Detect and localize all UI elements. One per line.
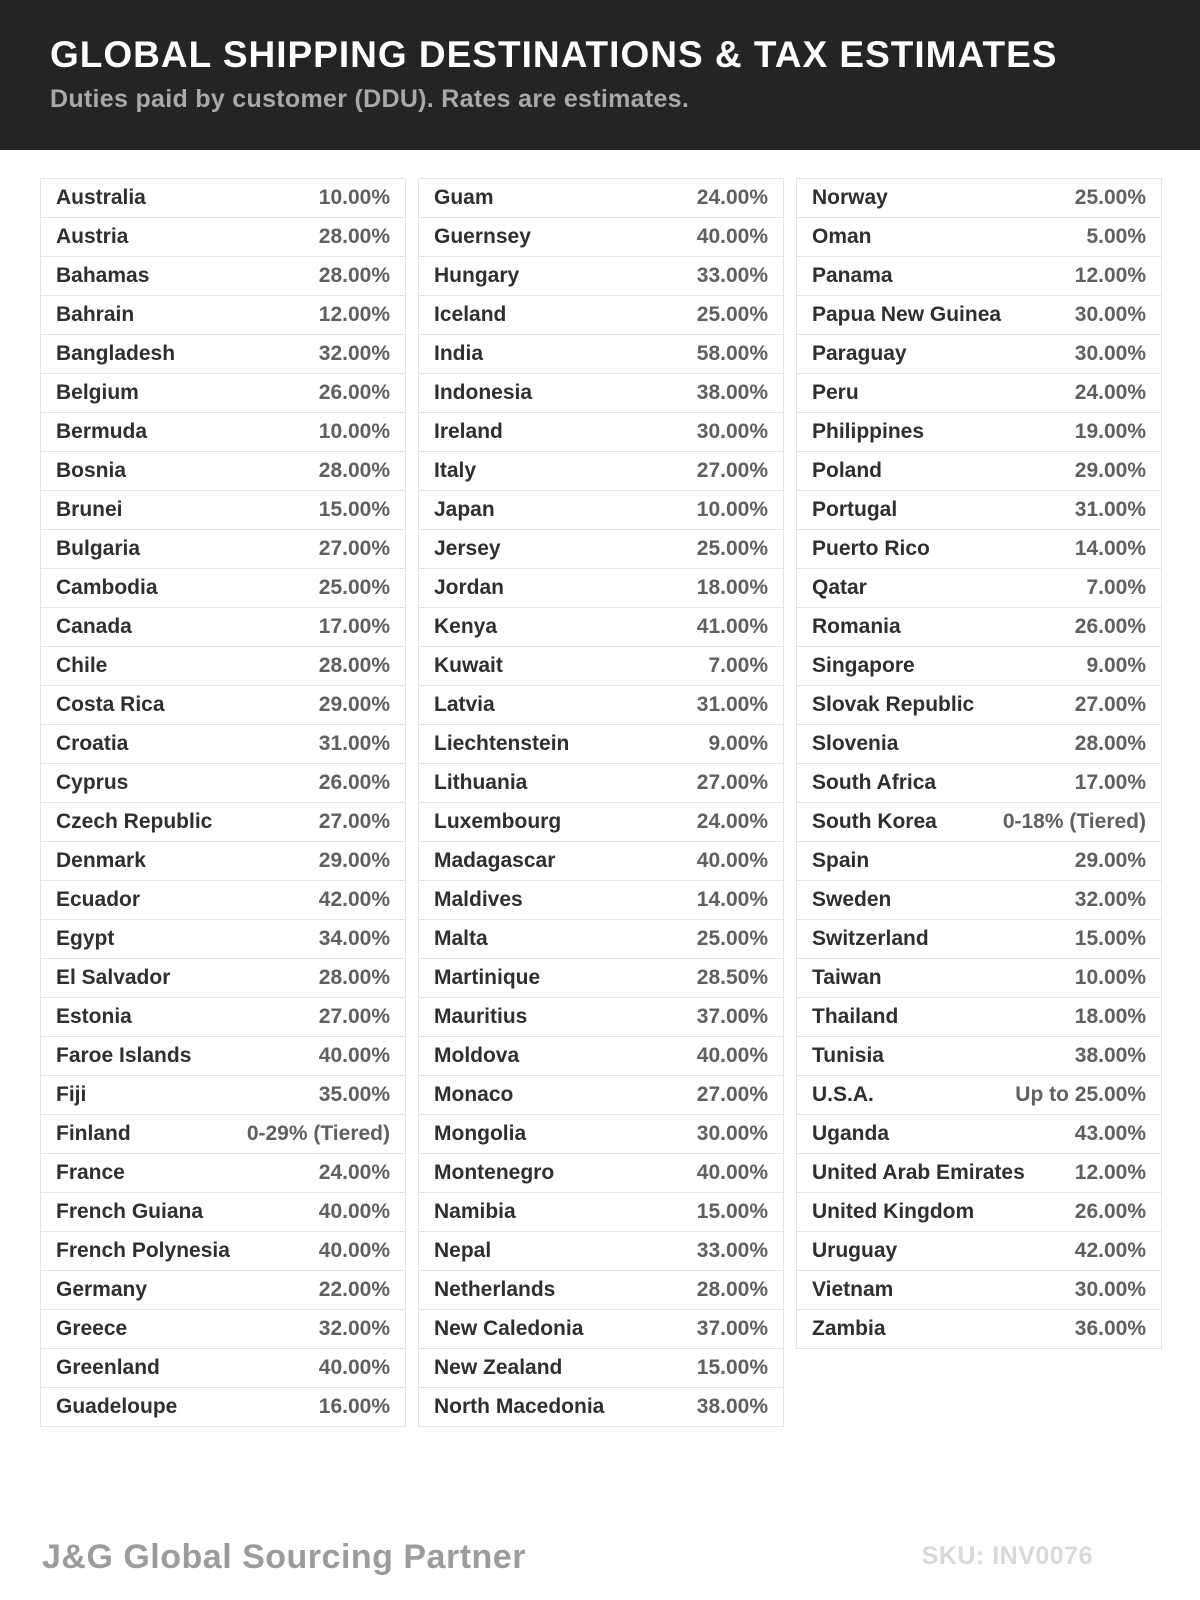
table-row (40, 1348, 406, 1388)
tax-rate: 15.00% (696, 1200, 768, 1223)
country-name: Namibia (434, 1200, 516, 1223)
country-name: South Africa (812, 771, 937, 794)
table-row (40, 295, 406, 335)
country-name: Iceland (434, 303, 507, 326)
country-name: Jordan (434, 576, 505, 599)
country-name: Philippines (812, 420, 925, 443)
tax-rate: 40.00% (318, 1239, 390, 1262)
table-row (40, 646, 406, 686)
country-name: Guadeloupe (56, 1395, 178, 1418)
country-name: Latvia (434, 693, 495, 716)
country-name: Belgium (56, 381, 139, 404)
table-row (796, 1270, 1162, 1310)
country-name: Estonia (56, 1005, 132, 1028)
tax-rate: 27.00% (318, 537, 390, 560)
country-name: Poland (812, 459, 883, 482)
tax-rate: 25.00% (696, 303, 768, 326)
table-row (796, 763, 1162, 803)
country-name: Cambodia (56, 576, 158, 599)
tax-rate: 33.00% (696, 264, 768, 287)
table-row (40, 997, 406, 1037)
table-row (418, 1387, 784, 1427)
tax-rate: 0-29% (Tiered) (246, 1122, 390, 1145)
tax-rate: 38.00% (1074, 1044, 1146, 1067)
table-row (796, 607, 1162, 647)
tax-rate: 40.00% (696, 1044, 768, 1067)
country-name: Lithuania (434, 771, 528, 794)
table-row (796, 1075, 1162, 1115)
table-row (796, 412, 1162, 452)
country-name: New Caledonia (434, 1317, 584, 1340)
country-name: Uruguay (812, 1239, 898, 1262)
table-row (418, 1348, 784, 1388)
table-row (418, 568, 784, 608)
country-name: Hungary (434, 264, 520, 287)
tax-rate: 28.50% (696, 966, 768, 989)
tax-rate: 42.00% (318, 888, 390, 911)
table-row (418, 256, 784, 296)
table-row (40, 529, 406, 569)
table-row (418, 919, 784, 959)
table-row (796, 958, 1162, 998)
country-name: Moldova (434, 1044, 520, 1067)
country-name: Nepal (434, 1239, 492, 1262)
country-name: Croatia (56, 732, 129, 755)
country-name: Oman (812, 225, 872, 248)
table-row (40, 685, 406, 725)
tax-rate: 17.00% (1074, 771, 1146, 794)
tax-rate: 40.00% (318, 1356, 390, 1379)
tax-rate: 37.00% (696, 1005, 768, 1028)
rates-column (418, 178, 784, 1427)
table-row (796, 1114, 1162, 1154)
table-row (418, 880, 784, 920)
page-subtitle: Duties paid by customer (DDU). Rates are estimates. (50, 85, 690, 113)
table-row (796, 295, 1162, 335)
tax-rate: 15.00% (318, 498, 390, 521)
country-name: Panama (812, 264, 893, 287)
tax-rate: 34.00% (318, 927, 390, 950)
table-row (418, 607, 784, 647)
tax-rate: 12.00% (1074, 1161, 1146, 1184)
table-row (796, 646, 1162, 686)
tax-rate: 30.00% (1074, 342, 1146, 365)
country-name: Slovenia (812, 732, 899, 755)
country-name: U.S.A. (812, 1083, 874, 1106)
table-row (40, 373, 406, 413)
country-name: Spain (812, 849, 870, 872)
tax-rate: 42.00% (1074, 1239, 1146, 1262)
country-name: South Korea (812, 810, 937, 833)
table-row (40, 1075, 406, 1115)
tax-rate: 25.00% (696, 927, 768, 950)
table-row (796, 256, 1162, 296)
tax-rate: 27.00% (696, 1083, 768, 1106)
country-name: Thailand (812, 1005, 899, 1028)
tax-rate: 24.00% (318, 1161, 390, 1184)
table-row (418, 841, 784, 881)
tax-rate: 7.00% (1086, 576, 1146, 599)
table-row (418, 1075, 784, 1115)
tax-rate: 37.00% (696, 1317, 768, 1340)
country-name: Papua New Guinea (812, 303, 1002, 326)
country-name: Malta (434, 927, 488, 950)
country-name: Greece (56, 1317, 128, 1340)
tax-rate: 36.00% (1074, 1317, 1146, 1340)
tax-rate: 26.00% (1074, 615, 1146, 638)
tax-rate: 5.00% (1086, 225, 1146, 248)
table-row (40, 412, 406, 452)
table-row (796, 490, 1162, 530)
country-name: France (56, 1161, 125, 1184)
country-name: Italy (434, 459, 477, 482)
country-name: Peru (812, 381, 859, 404)
country-name: India (434, 342, 484, 365)
tax-rate: 28.00% (318, 966, 390, 989)
rates-column (40, 178, 406, 1427)
table-row (40, 1153, 406, 1193)
tax-rate: 33.00% (696, 1239, 768, 1262)
country-name: Cyprus (56, 771, 129, 794)
tax-rate: 17.00% (318, 615, 390, 638)
tax-rate: 7.00% (708, 654, 768, 677)
table-row (796, 568, 1162, 608)
tax-rate: 26.00% (318, 771, 390, 794)
table-row (40, 880, 406, 920)
table-row (40, 568, 406, 608)
country-name: Jersey (434, 537, 501, 560)
table-row (40, 490, 406, 530)
tax-rate: 10.00% (1074, 966, 1146, 989)
table-row (796, 997, 1162, 1037)
tax-rate: 40.00% (696, 849, 768, 872)
table-row (40, 607, 406, 647)
country-name: Egypt (56, 927, 115, 950)
table-row (796, 685, 1162, 725)
table-row (40, 1309, 406, 1349)
country-name: Romania (812, 615, 901, 638)
tax-rate: 26.00% (318, 381, 390, 404)
country-name: Luxembourg (434, 810, 562, 833)
footer-brand: J&G Global Sourcing Partner (42, 1538, 526, 1576)
tax-rate-table (40, 178, 1162, 1427)
country-name: Martinique (434, 966, 541, 989)
table-row (40, 958, 406, 998)
country-name: Monaco (434, 1083, 514, 1106)
tax-rate: 31.00% (318, 732, 390, 755)
tax-rate: 0-18% (Tiered) (1002, 810, 1146, 833)
country-name: Brunei (56, 498, 123, 521)
table-row (418, 217, 784, 257)
table-row (418, 1309, 784, 1349)
country-name: Kuwait (434, 654, 503, 677)
country-name: Fiji (56, 1083, 87, 1106)
country-name: Sweden (812, 888, 892, 911)
tax-rate: 15.00% (1074, 927, 1146, 950)
table-row (40, 919, 406, 959)
country-name: Bahrain (56, 303, 135, 326)
tax-rate: 35.00% (318, 1083, 390, 1106)
country-name: Bermuda (56, 420, 148, 443)
country-name: North Macedonia (434, 1395, 605, 1418)
tax-rate: 24.00% (696, 810, 768, 833)
tax-rate: 28.00% (1074, 732, 1146, 755)
table-row (796, 1153, 1162, 1193)
country-name: Kenya (434, 615, 498, 638)
country-name: French Guiana (56, 1200, 204, 1223)
country-name: Maldives (434, 888, 523, 911)
table-row (418, 1036, 784, 1076)
country-name: United Arab Emirates (812, 1161, 1025, 1184)
country-name: Japan (434, 498, 495, 521)
tax-rate: 29.00% (318, 693, 390, 716)
table-row (40, 178, 406, 218)
country-name: Australia (56, 186, 146, 209)
tax-rate: 31.00% (1074, 498, 1146, 521)
country-name: Switzerland (812, 927, 929, 950)
table-row (796, 217, 1162, 257)
table-row (418, 763, 784, 803)
tax-rate: 30.00% (1074, 303, 1146, 326)
tax-rate: 28.00% (318, 459, 390, 482)
table-row (40, 724, 406, 764)
tax-rate: 41.00% (696, 615, 768, 638)
tax-rate: 40.00% (696, 1161, 768, 1184)
tax-rate: 12.00% (1074, 264, 1146, 287)
table-row (418, 178, 784, 218)
country-name: Ecuador (56, 888, 141, 911)
table-row (418, 958, 784, 998)
country-name: Chile (56, 654, 108, 677)
table-row (418, 802, 784, 842)
tax-rate: 29.00% (318, 849, 390, 872)
table-row (418, 997, 784, 1037)
tax-rate: 27.00% (696, 771, 768, 794)
table-row (796, 1036, 1162, 1076)
footer-sku: SKU: INV0076 (921, 1542, 1093, 1570)
country-name: Qatar (812, 576, 867, 599)
table-row (796, 451, 1162, 491)
country-name: Guam (434, 186, 494, 209)
country-name: Slovak Republic (812, 693, 975, 716)
tax-rate: 31.00% (696, 693, 768, 716)
table-row (40, 256, 406, 296)
tax-rate: 10.00% (318, 186, 390, 209)
table-row (418, 1270, 784, 1310)
table-row (40, 451, 406, 491)
tax-rate: 24.00% (1074, 381, 1146, 404)
table-row (796, 802, 1162, 842)
country-name: Paraguay (812, 342, 907, 365)
country-name: Greenland (56, 1356, 160, 1379)
table-row (796, 919, 1162, 959)
country-name: Costa Rica (56, 693, 165, 716)
tax-rate: 29.00% (1074, 849, 1146, 872)
country-name: Portugal (812, 498, 898, 521)
country-name: Bangladesh (56, 342, 176, 365)
table-row (40, 334, 406, 374)
country-name: Vietnam (812, 1278, 894, 1301)
tax-rate: 43.00% (1074, 1122, 1146, 1145)
country-name: Uganda (812, 1122, 890, 1145)
country-name: Austria (56, 225, 129, 248)
tax-rate: 30.00% (696, 420, 768, 443)
tax-rate: 32.00% (1074, 888, 1146, 911)
tax-rate: 27.00% (318, 1005, 390, 1028)
tax-rate: 28.00% (696, 1278, 768, 1301)
table-row (40, 1114, 406, 1154)
table-row (418, 646, 784, 686)
table-row (796, 841, 1162, 881)
tax-rate: 38.00% (696, 381, 768, 404)
country-name: United Kingdom (812, 1200, 975, 1223)
table-row (40, 1231, 406, 1271)
table-row (796, 373, 1162, 413)
country-name: Liechtenstein (434, 732, 570, 755)
tax-rate: 24.00% (696, 186, 768, 209)
table-row (40, 1387, 406, 1427)
country-name: Singapore (812, 654, 915, 677)
tax-rate: 27.00% (318, 810, 390, 833)
tax-rate: 30.00% (1074, 1278, 1146, 1301)
country-name: Ireland (434, 420, 503, 443)
table-row (418, 373, 784, 413)
tax-rate: 19.00% (1074, 420, 1146, 443)
tax-rate: 32.00% (318, 1317, 390, 1340)
table-row (796, 724, 1162, 764)
tax-rate: Up to 25.00% (1015, 1083, 1146, 1106)
country-name: Finland (56, 1122, 131, 1145)
country-name: French Polynesia (56, 1239, 230, 1262)
tax-rate: 16.00% (318, 1395, 390, 1418)
tax-rate: 26.00% (1074, 1200, 1146, 1223)
country-name: Madagascar (434, 849, 556, 872)
tax-rate: 58.00% (696, 342, 768, 365)
table-row (418, 1114, 784, 1154)
page-title: GLOBAL SHIPPING DESTINATIONS & TAX ESTIMATES (50, 34, 1058, 75)
tax-rate: 10.00% (696, 498, 768, 521)
tax-rate: 32.00% (318, 342, 390, 365)
table-row (796, 1192, 1162, 1232)
tax-rate: 14.00% (696, 888, 768, 911)
tax-rate: 12.00% (318, 303, 390, 326)
tax-rate: 10.00% (318, 420, 390, 443)
table-row (40, 217, 406, 257)
country-name: New Zealand (434, 1356, 563, 1379)
tax-rate: 27.00% (696, 459, 768, 482)
country-name: Netherlands (434, 1278, 556, 1301)
country-name: Montenegro (434, 1161, 555, 1184)
table-row (418, 685, 784, 725)
tax-rate: 25.00% (696, 537, 768, 560)
country-name: Norway (812, 186, 888, 209)
country-name: Tunisia (812, 1044, 884, 1067)
table-row (40, 1036, 406, 1076)
table-row (796, 178, 1162, 218)
tax-rate: 15.00% (696, 1356, 768, 1379)
tax-rate: 28.00% (318, 225, 390, 248)
table-row (40, 802, 406, 842)
table-row (40, 841, 406, 881)
country-name: Germany (56, 1278, 148, 1301)
country-name: Indonesia (434, 381, 533, 404)
country-name: Bulgaria (56, 537, 141, 560)
country-name: Faroe Islands (56, 1044, 192, 1067)
tax-rate: 40.00% (318, 1200, 390, 1223)
tax-rate: 9.00% (708, 732, 768, 755)
tax-rate: 27.00% (1074, 693, 1146, 716)
tax-rate: 18.00% (1074, 1005, 1146, 1028)
tax-rate: 30.00% (696, 1122, 768, 1145)
country-name: Mongolia (434, 1122, 527, 1145)
table-row (418, 490, 784, 530)
country-name: Canada (56, 615, 132, 638)
country-name: Mauritius (434, 1005, 528, 1028)
table-row (418, 1192, 784, 1232)
country-name: Puerto Rico (812, 537, 930, 560)
tax-rate: 29.00% (1074, 459, 1146, 482)
tax-rate: 40.00% (318, 1044, 390, 1067)
table-row (418, 724, 784, 764)
tax-rate: 9.00% (1086, 654, 1146, 677)
country-name: Bosnia (56, 459, 127, 482)
country-name: Taiwan (812, 966, 882, 989)
table-row (418, 1231, 784, 1271)
country-name: Czech Republic (56, 810, 213, 833)
country-name: Zambia (812, 1317, 886, 1340)
country-name: Bahamas (56, 264, 150, 287)
table-row (418, 1153, 784, 1193)
tax-rate: 28.00% (318, 654, 390, 677)
table-row (40, 1270, 406, 1310)
tax-rate: 38.00% (696, 1395, 768, 1418)
tax-rate: 40.00% (696, 225, 768, 248)
table-row (418, 451, 784, 491)
tax-rate: 25.00% (1074, 186, 1146, 209)
country-name: Denmark (56, 849, 146, 872)
tax-rate: 22.00% (318, 1278, 390, 1301)
table-row (418, 334, 784, 374)
country-name: Guernsey (434, 225, 531, 248)
tax-rate: 25.00% (318, 576, 390, 599)
tax-rate: 14.00% (1074, 537, 1146, 560)
country-name: El Salvador (56, 966, 171, 989)
table-row (796, 1231, 1162, 1271)
table-row (40, 763, 406, 803)
table-row (796, 529, 1162, 569)
table-row (418, 295, 784, 335)
table-row (418, 412, 784, 452)
header-banner (0, 0, 1200, 150)
tax-rate: 28.00% (318, 264, 390, 287)
table-row (418, 529, 784, 569)
table-row (796, 1309, 1162, 1349)
table-row (796, 334, 1162, 374)
tax-rate: 18.00% (696, 576, 768, 599)
table-row (40, 1192, 406, 1232)
rates-column (796, 178, 1162, 1349)
table-row (796, 880, 1162, 920)
